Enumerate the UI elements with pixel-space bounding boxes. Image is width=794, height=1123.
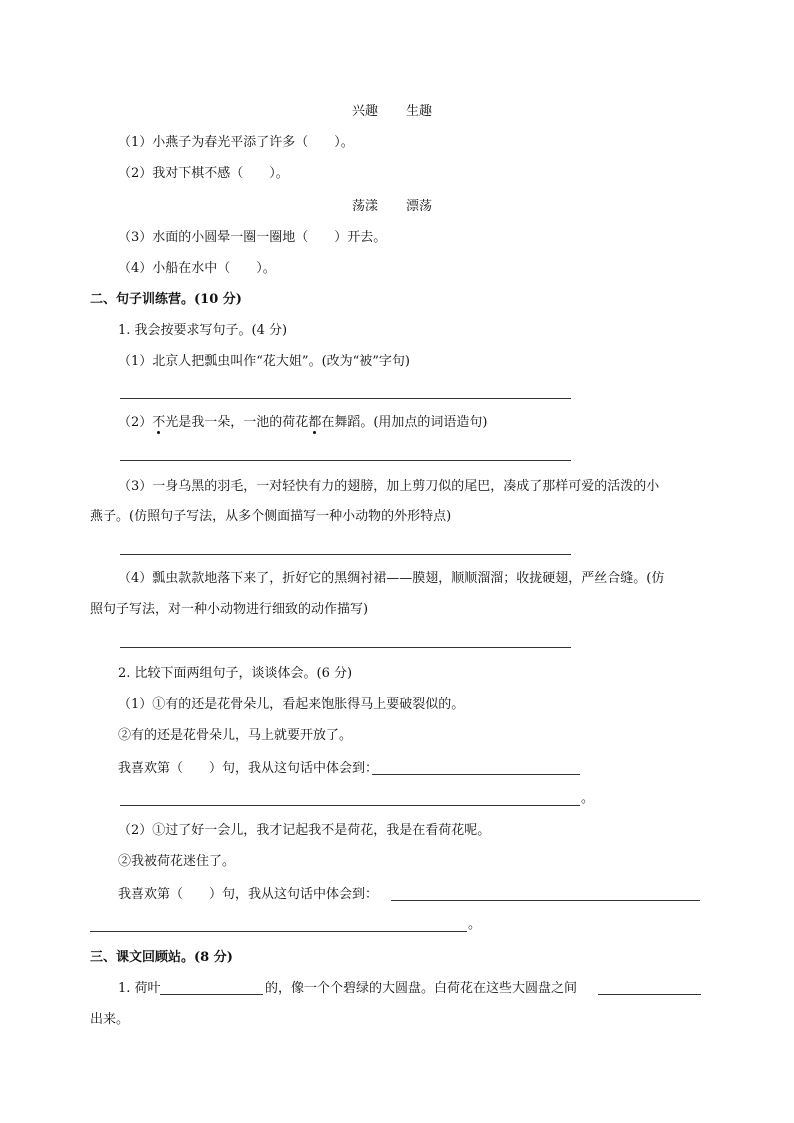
period-mark: 。 [581, 791, 595, 806]
answer-line[interactable] [372, 774, 580, 775]
word-option: 兴趣 [352, 104, 379, 119]
sentence-a: （2）①过了好一会儿，我才记起我不是荷花，我是在看荷花呢。 [118, 823, 491, 838]
question-item: （2）不光是我一朵，一池的荷花都在舞蹈。(用加点的词语造句) [118, 415, 488, 430]
fill-sentence: （2）我对下棋不感（ ）。 [118, 166, 289, 181]
question-item: （4）瓢虫款款地落下来了，折好它的黑绸衬裙——膜翅，顺顺溜溜；收拢硬翅，严丝合缝。(仿 [118, 571, 665, 586]
preference-prompt: 我喜欢第（ ）句，我从这句话中体会到： [118, 761, 379, 776]
question-item-cont: 出来。 [90, 1012, 130, 1027]
word-choice-row [352, 198, 432, 216]
question-item-cont: 照句子写法，对一种小动物进行细致的动作描写) [90, 602, 369, 617]
answer-line[interactable] [391, 900, 700, 901]
word-option: 荡漾 [352, 199, 379, 214]
fill-sentence: （1）小燕子为春光平添了许多（ ）。 [118, 135, 354, 150]
answer-line[interactable] [90, 931, 467, 932]
preference-prompt: 我喜欢第（ ）句，我从这句话中体会到： [118, 887, 379, 902]
word-choice-row [352, 103, 432, 121]
sentence-b: ②有的还是花骨朵儿，马上就要开放了。 [118, 728, 353, 743]
answer-line[interactable] [160, 994, 263, 995]
question-item-cont: 燕子。(仿照句子写法，从多个侧面描写一种小动物的外形特点) [90, 509, 452, 524]
sentence-b: ②我被荷花迷住了。 [118, 854, 236, 869]
question-title: 1. 我会按要求写句子。(4 分) [118, 323, 288, 338]
fill-sentence: （3）水面的小圆晕一圈一圈地（ ）开去。 [118, 230, 387, 245]
answer-line[interactable] [120, 398, 571, 399]
question-item-cont: 的，像一个个碧绿的大圆盘。白荷花在这些大圆盘之间 [265, 981, 578, 996]
sentence-a: （1）①有的还是花骨朵儿，看起来饱胀得马上要破裂似的。 [118, 697, 465, 712]
word-option: 生趣 [406, 104, 433, 119]
question-title: 2. 比较下面两组句子，谈谈体会。(6 分) [118, 666, 353, 681]
answer-line[interactable] [120, 554, 571, 555]
fill-sentence: （4）小船在水中（ ）。 [118, 261, 276, 276]
answer-line[interactable] [120, 460, 571, 461]
question-item: 1. 荷叶 [118, 981, 161, 996]
section-heading: 二、句子训练营。(10 分) [90, 292, 242, 307]
answer-line[interactable] [120, 647, 571, 648]
answer-line[interactable] [598, 994, 701, 995]
word-option: 漂荡 [406, 199, 433, 214]
question-item: （1）北京人把瓢虫叫作“花大姐”。(改为“被”字句) [118, 354, 410, 369]
dotted-char: 不 [152, 415, 166, 430]
dotted-char: 都 [308, 415, 322, 430]
question-item: （3）一身乌黑的羽毛，一对轻快有力的翅膀，加上剪刀似的尾巴，凑成了那样可爱的活泼的小 [118, 479, 660, 494]
section-heading: 三、课文回顾站。(8 分) [90, 950, 233, 965]
answer-line[interactable] [120, 805, 580, 806]
period-mark: 。 [468, 917, 482, 932]
